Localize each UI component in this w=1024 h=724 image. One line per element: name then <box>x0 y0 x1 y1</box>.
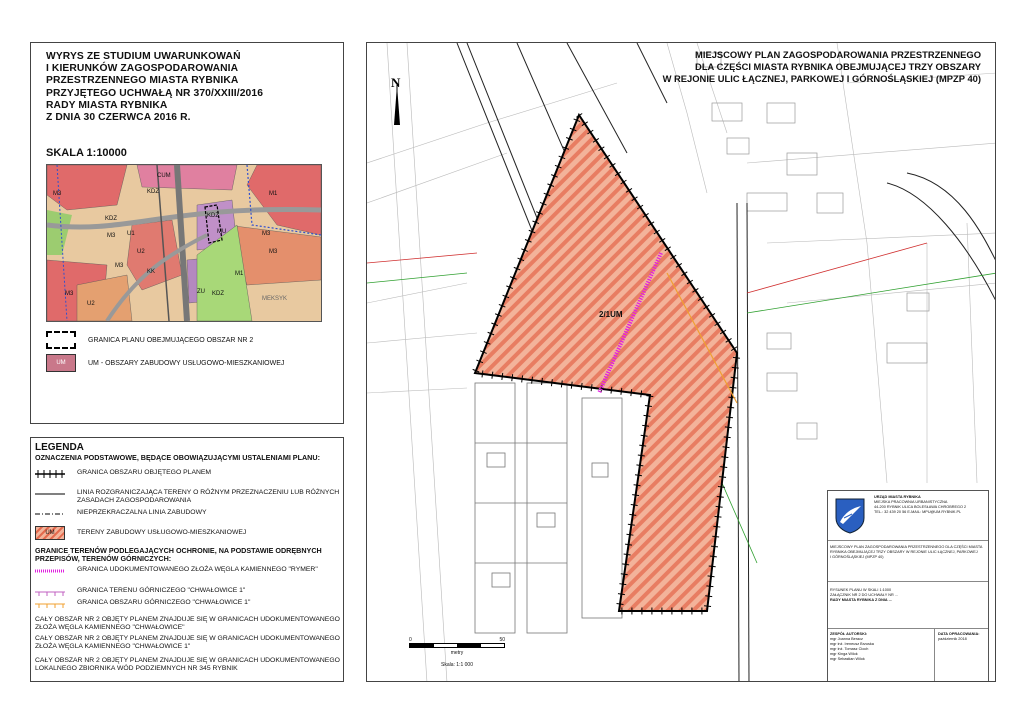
author-name: mgr inż. Tomasz Cioch <box>830 647 869 651</box>
inset-label: ZU <box>197 289 205 295</box>
legend-item-building-line <box>35 509 341 519</box>
mining-terrain-symbol <box>35 587 65 597</box>
office-line: URZĄD MIASTA RYBNIKA <box>874 495 921 499</box>
inset-label: M3 <box>107 233 116 239</box>
scale-unit: metry <box>450 650 464 656</box>
author-name: mgr Kinga Wilok <box>830 652 858 656</box>
plan-title-line: MIEJSCOWY PLAN ZAGOSPODAROWANIA PRZESTRZENNEGO <box>695 49 981 60</box>
studium-legend-boundary <box>46 331 253 349</box>
boundary-symbol <box>46 331 76 349</box>
plan-title-line: W REJONIE ULIC ŁĄCZNEJ, PARKOWEJ I GÓRNOŚLĄSKIEJ (MPZP 40) <box>662 72 981 84</box>
studium-legend-um <box>46 354 284 372</box>
legend-item-dividing-line <box>35 489 341 505</box>
author-name: mgr Joanna Beracz <box>830 637 863 641</box>
authors-block <box>828 628 988 682</box>
inset-label: KDZ <box>147 189 159 195</box>
studium-inset-map <box>46 164 322 322</box>
inset-label: M3 <box>262 231 271 237</box>
legend-item-mining-terrain <box>35 587 341 597</box>
protection-title: GRANICE TERENÓW PODLEGAJĄCYCH OCHRONIE, NA PODSTAWIE ODRĘBNYCH PRZEPISÓW, TERENÓW GÓRNICZYCH: <box>35 546 322 564</box>
inset-label: MEKSYK <box>262 296 288 302</box>
studium-title-line: WYRYS ZE STUDIUM UWARUNKOWAŃ <box>46 51 241 62</box>
plan-title-line: DLA CZĘŚCI MIASTA RYBNIKA OBEJMUJĄCEJ TRZY OBSZARY <box>695 60 981 72</box>
legend-label: GRANICA OBSZARU GÓRNICZEGO "CHWAŁOWICE 1" <box>77 599 251 606</box>
area-label: 2/1UM <box>599 310 623 319</box>
mining-area-symbol <box>35 599 65 609</box>
inset-label: M3 <box>53 191 62 197</box>
inset-label: KDZ <box>105 216 117 222</box>
inset-label: KDZ <box>207 213 219 219</box>
plan-name-line: I GÓRNOŚLĄSKIEJ (MPZP 40) <box>830 555 884 559</box>
author-name: mgr inż. Ireneusz Brzuska <box>830 642 874 646</box>
legend-label: NIEPRZEKRACZALNA LINIA ZABUDOWY <box>77 509 207 516</box>
inset-label: U2 <box>137 249 145 255</box>
studium-title-line: PRZYJĘTEGO UCHWAŁĄ NR 370/XXIII/2016 <box>46 87 264 99</box>
inset-label: KDZ <box>212 291 224 297</box>
legend-title: LEGENDA <box>35 442 84 453</box>
office-line: 44-200 RYBNIK ULICA BOLESŁAWA CHROBREGO 2 <box>874 505 967 509</box>
date-title: DATA OPRACOWANIA: <box>938 632 980 636</box>
dividing-line-symbol <box>35 489 65 499</box>
drawing-block <box>828 581 988 609</box>
cartouche-divider <box>934 629 935 682</box>
studium-legend-label: GRANICA PLANU OBEJMUJĄCEGO OBSZAR NR 2 <box>88 336 254 344</box>
drawing-line: RADY MIASTA RYBNIKA Z DNIA ... <box>830 598 892 602</box>
studium-panel <box>30 42 344 424</box>
legend-label: LINIA ROZGRANICZAJĄCA TERENY O RÓŻNYM PRZEZNACZENIU LUB RÓŻNYCH ZASADACH ZAGOSPODAROWANIA <box>77 489 340 504</box>
studium-title-line: I KIERUNKÓW ZAGOSPODAROWANIA <box>46 63 239 75</box>
studium-legend-label: UM - OBSZARY ZABUDOWY USŁUGOWO-MIESZKANIOWEJ <box>88 359 285 367</box>
studium-title-line: PRZESTRZENNEGO MIASTA RYBNIKA <box>46 75 239 87</box>
plan-name-line: RYBNIKA OBEJMUJĄCEJ TRZY OBSZARY W REJONIE ULIC ŁĄCZNEJ, PARKOWEJ <box>830 550 978 554</box>
legend-item-rymer <box>35 566 341 576</box>
studium-title-line: RADY MIASTA RYBNIKA <box>46 99 168 111</box>
plan-name-line: MIEJSCOWY PLAN ZAGOSPODAROWANIA PRZESTRZENNEGO DLA CZĘŚCI MIASTA <box>830 545 983 549</box>
plan-name-block <box>828 540 988 564</box>
scale-bar-graphic <box>409 643 505 648</box>
inset-label: U1 <box>127 231 135 237</box>
studium-title-line: Z DNIA 30 CZERWCA 2016 R. <box>46 112 191 124</box>
date-value: październik 2018 <box>938 637 967 641</box>
um-terrain-symbol: UM <box>35 526 65 540</box>
scale-text: Skala: 1:1 000 <box>441 662 473 668</box>
author-name: mgr Sebastian Wilok <box>830 657 865 661</box>
inset-label: M1 <box>269 191 278 197</box>
inset-label: M3 <box>65 291 74 297</box>
inset-label: M3 <box>115 263 124 269</box>
um-symbol: UM <box>46 354 76 372</box>
plan-boundary-symbol <box>35 469 65 479</box>
inset-label: M1 <box>235 271 244 277</box>
north-label: N <box>391 75 401 90</box>
office-line: MIEJSKA PRACOWNIA URBANISTYCZNA <box>874 500 948 504</box>
legend-label: GRANICA TERENU GÓRNICZEGO "CHWAŁOWICE 1" <box>77 587 246 594</box>
legend-label: GRANICA UDOKUMENTOWANEGO ZŁOŻA WĘGLA KAMIENNEGO "RYMER" <box>77 566 318 573</box>
title-block <box>827 490 989 682</box>
plan-title <box>663 49 981 84</box>
drawing-line: RYSUNEK PLANU W SKALI 1:1000 <box>830 588 892 592</box>
authors-title: ZESPÓŁ AUTORSKI: <box>830 632 868 636</box>
scale-bar <box>409 637 505 668</box>
rymer-boundary-symbol <box>35 566 65 576</box>
studium-scale: SKALA 1:10000 <box>46 147 127 159</box>
studium-title <box>46 51 263 124</box>
inset-map-svg <box>47 165 321 321</box>
legend-label: GRANICA OBSZARU OBJĘTEGO PLANEM <box>77 469 212 476</box>
legend-panel <box>30 437 344 682</box>
office-block <box>874 495 966 515</box>
inset-label: M3 <box>269 249 278 255</box>
legend-note: CAŁY OBSZAR NR 2 OBJĘTY PLANEM ZNAJDUJE SIĘ W GRANICACH UDOKUMENTOWANEGO ZŁOŻA WĘGLA KAMIENNEGO "CHWAŁOWICE 1" <box>35 635 340 650</box>
inset-label: U2 <box>87 301 95 307</box>
scale-end: 50 <box>499 637 505 643</box>
scale-start: 0 <box>409 637 412 643</box>
inset-label: MU <box>217 229 227 235</box>
office-line: TEL.: 32 439 20 56 E-MAIL: MPU@UM.RYBNIK.PL <box>874 510 962 514</box>
legend-item-mining-area <box>35 599 341 609</box>
legend-item-plan-boundary <box>35 469 341 479</box>
plan-map-frame <box>366 42 996 682</box>
legend-subtitle: OZNACZENIA PODSTAWOWE, BĘDĄCE OBOWIĄZUJĄCYMI USTALENIAMI PLANU: <box>35 453 320 462</box>
legend-item-um <box>35 526 341 540</box>
drawing-line: ZAŁĄCZNIK NR 2 DO UCHWAŁY NR ... <box>830 593 898 597</box>
legend-note: CAŁY OBSZAR NR 2 OBJĘTY PLANEM ZNAJDUJE SIĘ W GRANICACH UDOKUMENTOWANEGO ZŁOŻA WĘGLA KAMIENNEGO "CHWAŁOWICE" <box>35 616 340 631</box>
rybnik-coat-of-arms-icon <box>830 493 870 538</box>
building-line-symbol <box>35 509 65 519</box>
legend-label: TERENY ZABUDOWY USŁUGOWO-MIESZKANIOWEJ <box>77 529 247 536</box>
inset-label: KK <box>147 269 156 275</box>
inset-label: CUM <box>157 173 171 179</box>
legend-note: CAŁY OBSZAR NR 2 OBJĘTY PLANEM ZNAJDUJE SIĘ W GRANICACH UDOKUMENTOWANEGO LOKALNEGO ZBIORNIKA WÓD PODZIEMNYCH NR 345 RYBNIK <box>35 657 340 672</box>
